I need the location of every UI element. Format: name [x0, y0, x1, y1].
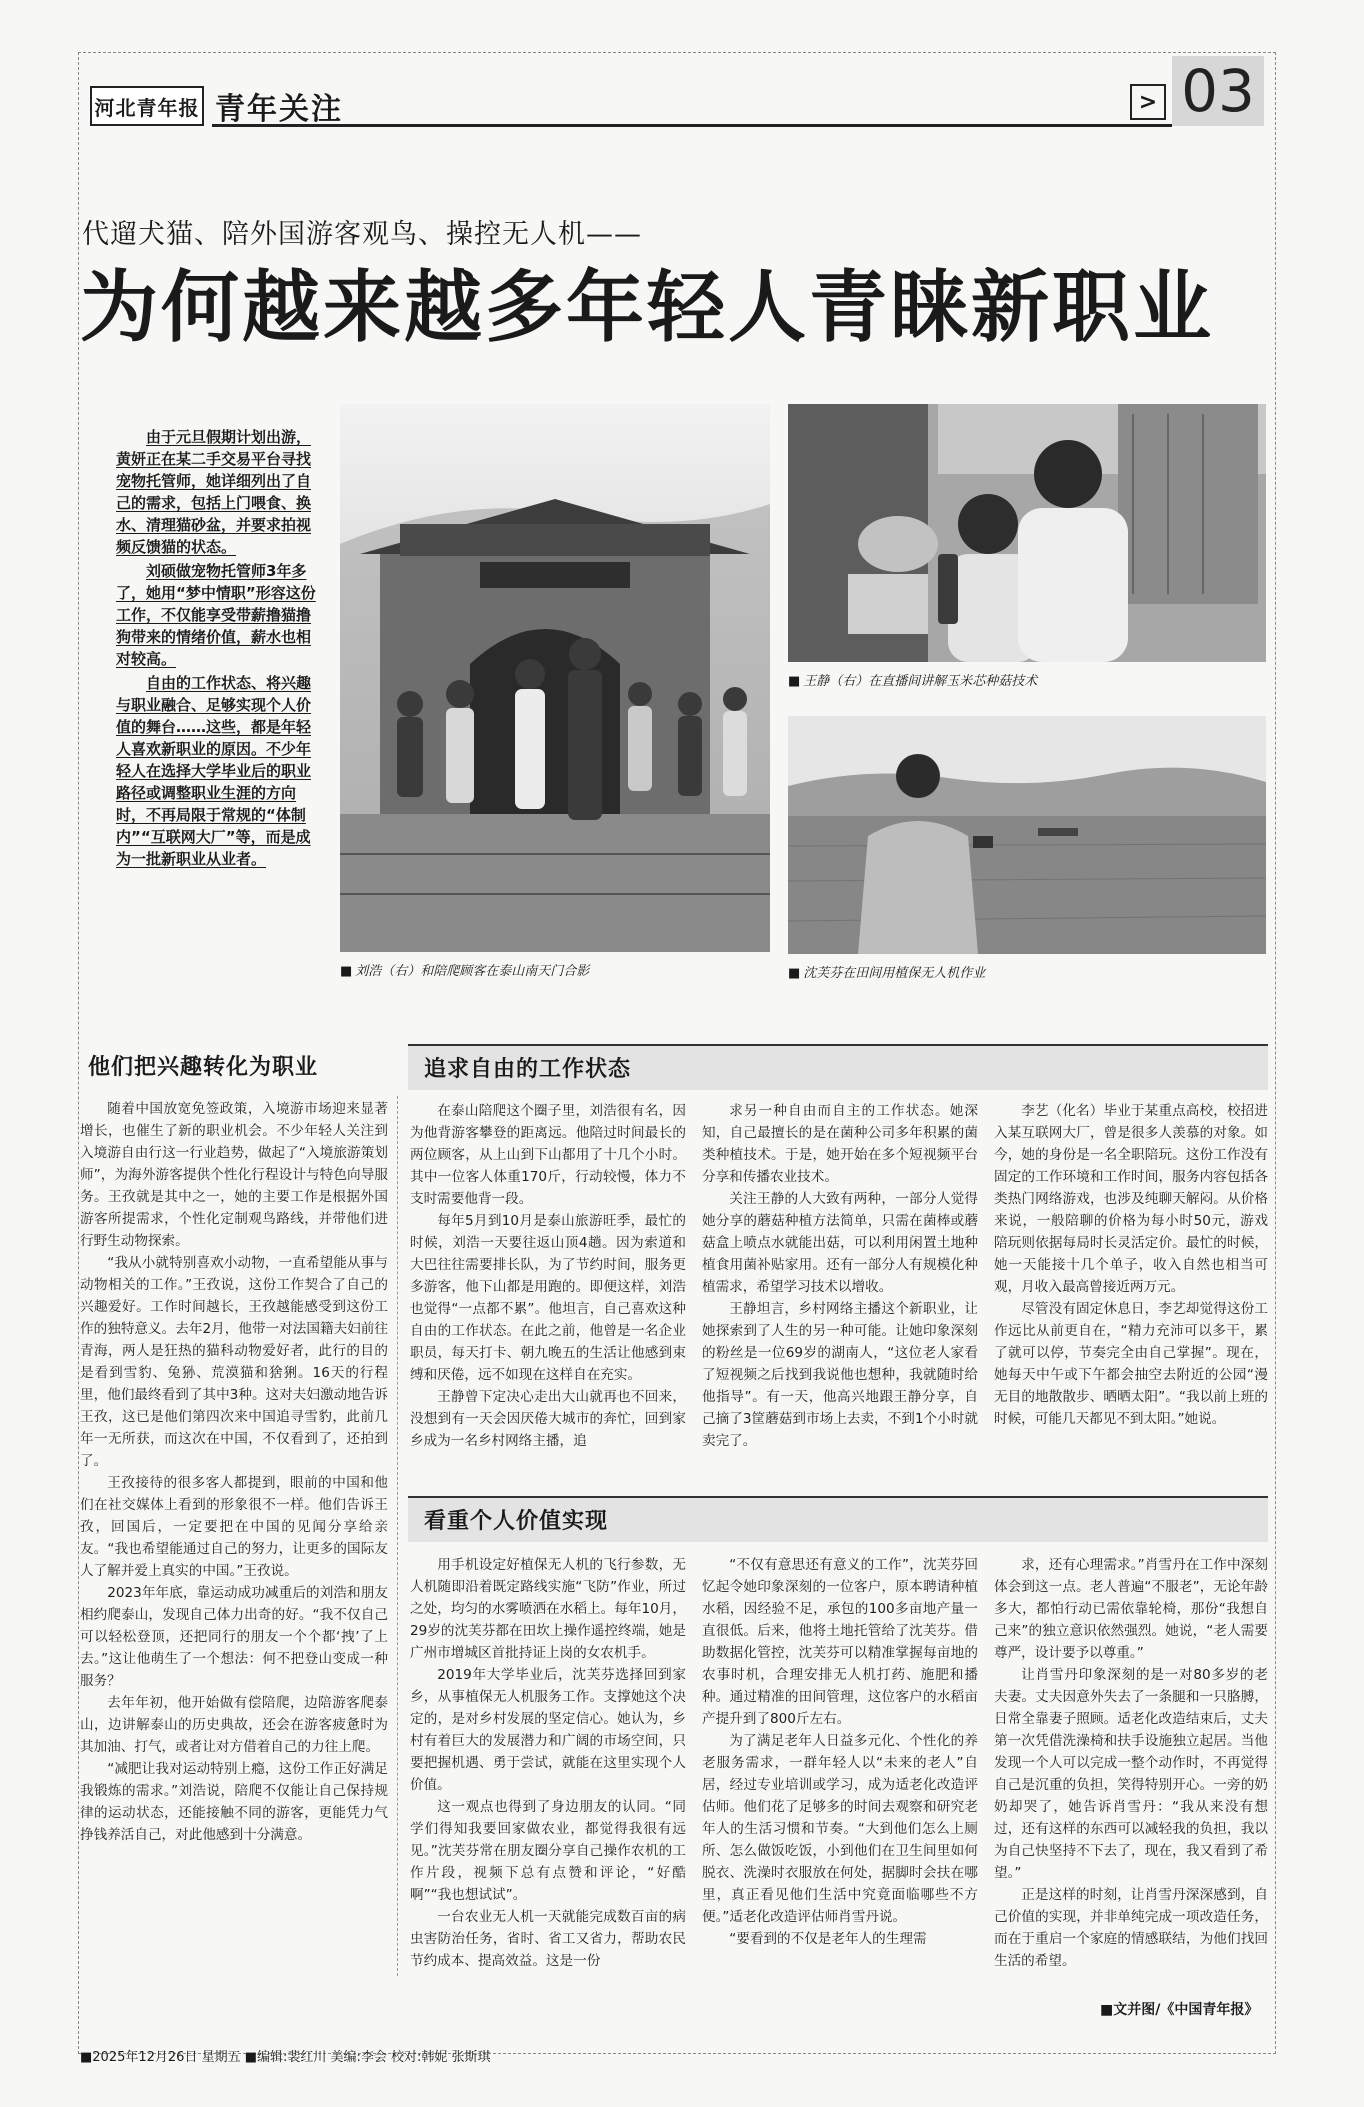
section-heading: 看重个人价值实现: [424, 1509, 609, 1534]
article-column: [994, 1554, 1268, 1972]
header-rule: [212, 124, 1172, 127]
paragraph: 正是这样的时刻，让肖雪丹深深感到，自己价值的实现，并非单纯完成一项改造任务，而在于重启一个家庭的情感联结，为他们找回生活的希望。: [994, 1887, 1268, 1969]
paragraph: 去年年初，他开始做有偿陪爬，边陪游客爬泰山，边讲解泰山的历史典故，还会在游客疲惫时为其加油、打气，或者让对方借着自己的力往上爬。: [80, 1695, 388, 1755]
paragraph: 求另一种自由而自主的工作状态。她深知，自己最擅长的是在菌种公司多年积累的菌类种植技术。于是，她开始在多个短视频平台分享和传播农业技术。: [702, 1103, 978, 1185]
article-column: [994, 1100, 1268, 1430]
lead-paragraph: 刘硕做宠物托管师3年多了，她用“梦中情职”形容这份工作，不仅能享受带薪撸猫撸狗带来的情绪价值，薪水也相对较高。: [116, 562, 316, 668]
photo-caption: ■ 沈芙芬在田间用植保无人机作业: [788, 962, 985, 981]
lead-paragraph: 由于元旦假期计划出游，黄妍正在某二手交易平台寻找宠物托管师，她详细列出了自己的需求，包括上门喂食、换水、清理猫砂盆，并要求拍视频反馈猫的状态。: [116, 428, 312, 556]
section-heading: 他们把兴趣转化为职业: [88, 1055, 319, 1080]
kicker: 代遛犬猫、陪外国游客观鸟、操控无人机——: [82, 219, 642, 250]
paragraph: 2023年年底，靠运动成功减重后的刘浩和朋友相约爬泰山，发现自己体力出奇的好。“我不仅自己可以轻松登顶，还把同行的朋友一个个都‘拽’了上去。”这让他萌生了一个想法：何不把登山变成一种服务？: [80, 1585, 388, 1689]
article-column: [410, 1100, 686, 1452]
photo-caption: ■ 刘浩（右）和陪爬顾客在泰山南天门合影: [340, 960, 589, 979]
paragraph: 王静坦言，乡村网络主播这个新职业，让她探索到了人生的另一种可能。让她印象深刻的粉丝是一位69岁的湖南人，“这位老人家看了短视频之后找到我说他也想种，我就随时给他指导”。有一天，他高兴地跟王静分享，自己摘了3筐蘑菇到市场上去卖，不到1个小时就卖完了。: [702, 1301, 978, 1449]
article-column: [702, 1100, 978, 1452]
paragraph: 用手机设定好植保无人机的飞行参数，无人机随即沿着既定路线实施“飞防”作业，所过之处，均匀的水雾喷洒在水稻上。每年10月，29岁的沈芙芬都在田坎上操作遥控终端，她是广州市增城区首批持证上岗的女农机手。: [410, 1557, 686, 1661]
paragraph: “要看到的不仅是老年人的生理需: [729, 1931, 927, 1947]
photo-drone-field: [788, 716, 1266, 954]
section-heading: 追求自由的工作状态: [424, 1057, 632, 1082]
paragraph: 求，还有心理需求。”肖雪丹在工作中深刻体会到这一点。老人普遍“不服老”，无论年龄多大，都怕行动已需依靠轮椅，那份“我想自己来”的独立意识依然强烈。她说，“老人需要尊严，设计要予以尊重。”: [994, 1557, 1268, 1661]
article-column: [410, 1554, 686, 1972]
paragraph: “不仅有意思还有意义的工作”，沈芙芬回忆起令她印象深刻的一位客户，原本聘请种植水稻，因经验不足，承包的100多亩地产量一直很低。后来，他将土地托管给了沈芙芬。借助数据化管控，沈芙芬可以精准掌握每亩地的农事时机，合理安排无人机打药、施肥和播种。通过精准的田间管理，这位客户的水稻亩产提升到了800斤左右。: [702, 1557, 978, 1727]
column-divider: [397, 1096, 398, 1976]
page-footer: ■2025年12月26日 星期五 ■编辑:裴红川 美编:李会 校对:韩妮 张斯琪: [80, 2050, 491, 2065]
section-title: 青年关注: [215, 92, 343, 127]
paragraph: 关注王静的人大致有两种，一部分人觉得她分享的蘑菇种植方法简单，只需在菌棒或蘑菇盒上喷点水就能出菇，可以利用闲置土地种植食用菌补贴家用。还有一部分人有规模化种植需求，希望学习技术以增收。: [702, 1191, 978, 1295]
paragraph: 为了满足老年人日益多元化、个性化的养老服务需求，一群年轻人以“未来的老人”自居，经过专业培训或学习，成为适老化改造评估师。他们花了足够多的时间去观察和研究老年人的生活习惯和节奏。“大到他们怎么上厕所、怎么做饭吃饭，小到他们在卫生间里如何脱衣、洗澡时衣服放在何处，据脚时会扶在哪里，真正看见他们生活中究竟面临哪些不方便。”适老化改造评估师肖雪丹说。: [702, 1733, 978, 1925]
paragraph: 王静曾下定决心走出大山就再也不回来，没想到有一天会因厌倦大城市的奔忙，回到家乡成为一名乡村网络主播，追: [410, 1389, 686, 1449]
photo-taishan: [340, 404, 770, 952]
article-credit: ■文并图/《中国青年报》: [1100, 2002, 1259, 2018]
article-column: [80, 1098, 388, 1846]
paragraph: “我从小就特别喜欢小动物，一直希望能从事与动物相关的工作。”王孜说，这份工作契合了自己的兴趣爱好。工作时间越长，王孜越能感受到这份工作的独特意义。去年2月，他带一对法国籍夫妇前往青海，两人是狂热的猫科动物爱好者，此行的目的是看到雪豹、兔狲、荒漠猫和猞猁。16天的行程里，他们最终看到了其中3种。这对夫妇激动地告诉王孜，这已是他们第四次来中国追寻雪豹，此前几年一无所获，而这次在中国，不仅看到了，还拍到了。: [80, 1255, 388, 1469]
page-number: 03: [1172, 56, 1264, 126]
newspaper-logo: 河北青年报: [90, 86, 204, 126]
lead-paragraph: 自由的工作状态、将兴趣与职业融合、足够实现个人价值的舞台……这些，都是年轻人喜欢新职业的原因。不少年轻人在选择大学毕业后的职业路径或调整职业生涯的方向时，不再局限于常规的“体制内”“互联网大厂”等，而是成为一批新职业从业者。: [116, 674, 312, 868]
paragraph: 每年5月到10月是泰山旅游旺季，最忙的时候，刘浩一天要往返山顶4趟。因为索道和大巴往往需要排长队，为了节约时间，服务更多游客，他下山都是用跑的。即便这样，刘浩也觉得“一点都不累”。他坦言，自己喜欢这种自由的工作状态。在此之前，他曾是一名企业职员，每天打卡、朝九晚五的生活让他感到束缚和厌倦，远不如现在这样自在充实。: [410, 1213, 686, 1383]
lead-paragraphs: [116, 426, 322, 872]
article-column: [702, 1554, 978, 1950]
paragraph: 随着中国放宽免签政策，入境游市场迎来显著增长，也催生了新的职业机会。不少年轻人关注到入境游自由行这一行业趋势，做起了“入境旅游策划师”，为海外游客提供个性化行程设计与特色向导服务。王孜就是其中之一，她的主要工作是根据外国游客所提需求，个性化定制观鸟路线，并带他们进行野生动物探索。: [80, 1101, 388, 1249]
paragraph: 在泰山陪爬这个圈子里，刘浩很有名，因为他背游客攀登的距离远。他陪过时间最长的两位顾客，从上山到下山都用了十几个小时。其中一位客人体重170斤，行动较慢，体力不支时需要他背一段。: [410, 1103, 686, 1207]
paragraph: 李艺（化名）毕业于某重点高校，校招进入某互联网大厂，曾是很多人羡慕的对象。如今，她的身份是一名全职陪玩。这份工作没有固定的工作环境和工作时间，服务内容包括各类热门网络游戏，也涉及纯聊天解闷。从价格来说，一般陪聊的价格为每小时50元，游戏陪玩则依据每局时长灵活定价。最忙的时候，她一天能接十几个单子，收入自然也相当可观，月收入最高曾接近两万元。: [994, 1103, 1268, 1295]
chevron-right-icon: >: [1130, 84, 1166, 120]
paragraph: 王孜接待的很多客人都提到，眼前的中国和他们在社交媒体上看到的形象很不一样。他们告诉王孜，回国后，一定要把在中国的见闻分享给亲友。“我也希望能通过自己的努力，让更多的国际友人了解并爱上真实的中国。”王孜说。: [80, 1475, 388, 1579]
paragraph: 这一观点也得到了身边朋友的认同。“同学们得知我要回家做农业，都觉得我很有远见。”沈芙芬常在朋友圈分享自己操作农机的工作片段，视频下总有点赞和评论，“好酷啊”“我也想试试”。: [410, 1799, 686, 1903]
paragraph: 一台农业无人机一天就能完成数百亩的病虫害防治任务，省时、省工又省力，帮助农民节约成本、提高效益。这是一份: [410, 1909, 686, 1969]
photo-caption: ■ 王静（右）在直播间讲解玉米芯种菇技术: [788, 670, 1037, 689]
paragraph: 尽管没有固定休息日，李艺却觉得这份工作远比从前更自在，“精力充沛可以多干，累了就可以停，节奏完全由自己掌握”。现在，她每天中午或下午都会抽空去附近的公园“漫无目的地散散步、晒晒太阳”。“我以前上班的时候，可能几天都见不到太阳。”她说。: [994, 1301, 1268, 1427]
paragraph: “减肥让我对运动特别上瘾，这份工作正好满足我锻炼的需求。”刘浩说，陪爬不仅能让自己保持规律的运动状态，还能接触不同的游客，更能凭力气挣钱养活自己，对此他感到十分满意。: [80, 1761, 388, 1843]
paragraph: 2019年大学毕业后，沈芙芬选择回到家乡，从事植保无人机服务工作。支撑她这个决定的，是对乡村发展的坚定信心。她认为，乡村有着巨大的发展潜力和广阔的市场空间，只要把握机遇、勇于尝试，就能在这里实现个人价值。: [410, 1667, 686, 1793]
masthead: [90, 57, 1260, 132]
photo-livestream: [788, 404, 1266, 662]
headline: 为何越来越多年轻人青睐新职业: [80, 263, 1215, 353]
paragraph: 让肖雪丹印象深刻的是一对80多岁的老夫妻。丈夫因意外失去了一条腿和一只胳膊，日常全靠妻子照顾。适老化改造结束后，丈夫第一次凭借洗澡椅和扶手设施独立起居。当他发现一个人可以完成一整个动作时，不再觉得自己是沉重的负担，笑得特别开心。一旁的奶奶却哭了，她告诉肖雪丹：“我从来没有想过，还有这样的东西可以减轻我的负担，我以为自己快坚持不下去了，现在，我又看到了希望。”: [994, 1667, 1268, 1881]
